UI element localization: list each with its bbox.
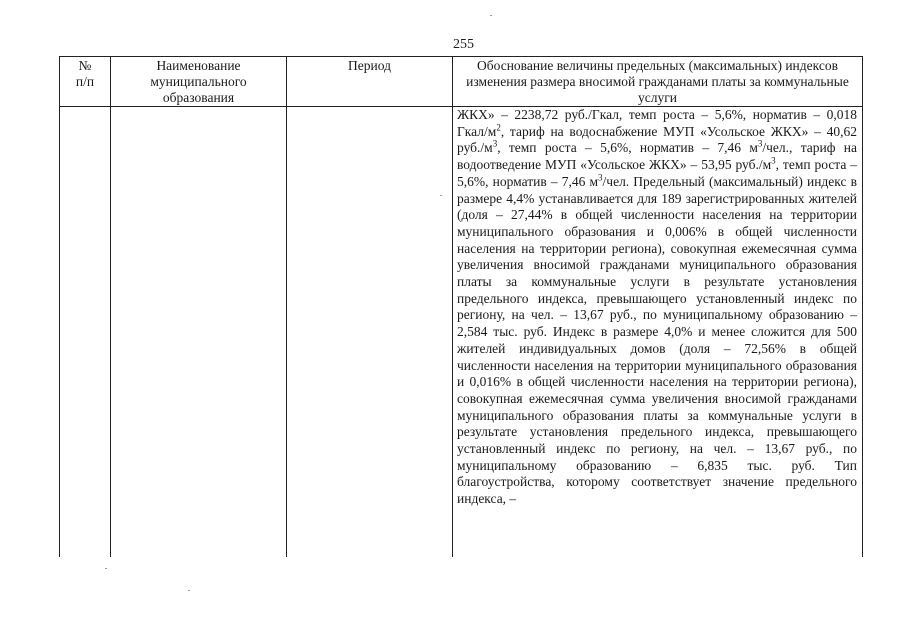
scan-speck xyxy=(490,15,492,16)
justification-part-5: , темп роста – 5,6%, норматив – 7,46 м xyxy=(457,157,858,189)
justification-part-6: /чел. Предельный (максимальный) индекс в размере 4,4% устанавливается для 189 зарегистрированных жителей (доля – 27,44% в общей численности населения на территории муниципального образования и 0,006% в общей численности населения на территории региона), совокупная ежемесячная сумма увеличения вносимой гражданами муниципального образования платы за коммунальные услуги в результате установления предельного индекса, превышающего установленный индекс по региону, на чел. – 13,67 руб., по муниципальному образованию –2,584 тыс. руб. Индекс в размере 4,0% и менее сложится для 500 жителей индивидуальных домов (доля – 72,56% в общей численности населения на территории муниципального образования и 0,016% в общей численности населения на территории региона), совокупная ежемесячная сумма увеличения вносимой гражданами муниципального образования платы за коммунальные услуги в результате установления предельного индекса, превышающего установленный индекс по региону, на чел. – 13,67 руб., по муниципальному образованию – 6,835 тыс. руб. Тип благоустройства, которому соответствует значение предельного индекса, – xyxy=(457,173,858,507)
header-municipality: Наименование муниципального образования xyxy=(111,57,287,107)
cell-municipality xyxy=(111,107,287,558)
cell-period xyxy=(287,107,453,558)
scan-speck xyxy=(188,590,190,591)
scan-speck xyxy=(105,568,107,569)
data-table xyxy=(59,56,863,557)
cell-justification xyxy=(453,107,863,558)
header-justification: Обоснование величины предельных (максимальных) индексов изменения размера вносимой гражданами платы за коммунальные услуги xyxy=(453,57,863,107)
superscript-1: 2 xyxy=(496,122,501,133)
justification-part-3: , темп роста – 5,6%, норматив – 7,46 м xyxy=(497,140,758,156)
justification-part-1: ЖКХ» – 2238,72 руб./Гкал, темп роста – 5,6%, норматив – 0,018 Гкал/м xyxy=(457,107,857,139)
table-header-row xyxy=(60,57,863,107)
justification-part-2: , тариф на водоснабжение МУП «Усольское ЖКХ» – 40,62 руб./м xyxy=(457,123,857,156)
superscript-3: 3 xyxy=(757,138,763,149)
header-number: № п/п xyxy=(60,57,111,107)
justification-text xyxy=(453,107,862,557)
page-number: 255 xyxy=(453,37,474,52)
justification-part-4: /чел., тариф на водоотведение МУП «Усольское ЖКХ» – 53,95 руб./м xyxy=(457,140,857,173)
superscript-5: 3 xyxy=(598,172,603,183)
cell-number xyxy=(60,107,111,558)
superscript-2: 3 xyxy=(492,138,498,149)
table-row xyxy=(60,107,863,558)
header-period: Период xyxy=(287,57,453,107)
scan-speck xyxy=(440,195,442,196)
superscript-4: 3 xyxy=(771,155,776,166)
